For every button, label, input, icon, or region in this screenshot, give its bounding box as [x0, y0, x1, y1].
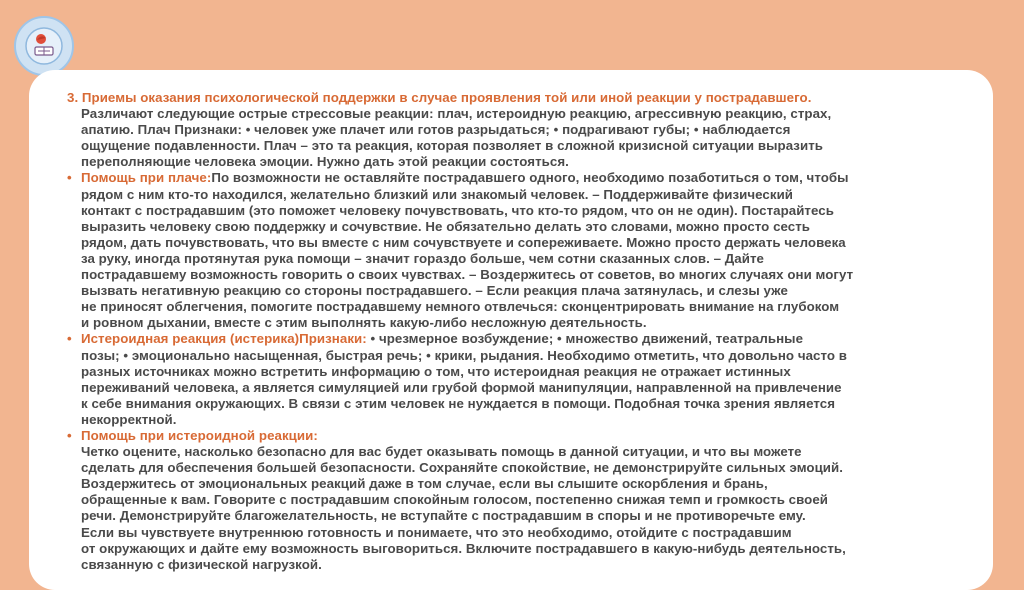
crying-help-line: выразить человеку свою поддержку и сочувствие. Не обязательно делать это словами, можно просто сесть [81, 218, 811, 234]
hysteria-line: переживаний человека, а является симуляцией или грубой формой манипуляции, направленной на привлечение [81, 379, 842, 395]
crying-help-line: за руку, иногда протянутая рука помощи – значит гораздо больше, чем сотни сказанных слов. – Дайте [81, 250, 764, 266]
content-text [67, 90, 969, 573]
hysteria-help-line: Четко оцените, насколько безопасно для вас будет оказывать помощь в данной ситуации, и что вы можете [81, 444, 802, 460]
bullet-marker: • [67, 170, 72, 186]
crying-help-title: Помощь при плаче: [81, 170, 212, 186]
hysteria-first-line: • чрезмерное возбуждение; • множество движений, театральные [366, 331, 804, 347]
crying-help-line: контакт с пострадавшим (это поможет человеку почувствовать, что кто-то рядом, что он не один). Постарайтесь [81, 202, 834, 218]
hysteria-help-line: от окружающих и дайте ему возможность выговориться. Включите пострадавшего в какую-нибудь деятельность, [81, 540, 846, 556]
hysteria-line: некорректной. [81, 411, 177, 427]
hysteria-help-line: обращенные к вам. Говорите с пострадавшим спокойным голосом, постепенно снижая темп и громкость своей [81, 492, 828, 508]
intro-paragraph [67, 106, 969, 170]
hysteria-help-line: речи. Демонстрируйте благожелательность, не вступайте с пострадавшим в споры и не противоречьте ему. [81, 508, 806, 524]
hysteria-help-line: Воздержитесь от эмоциональных реакций даже в том случае, если вы слышите оскорбления и брань, [81, 476, 768, 492]
crying-help-line: рядом с ним кто-то находился, желательно близкий или знакомый человек. – Поддерживайте физический [81, 186, 794, 202]
crying-help-line: пострадавшему возможность говорить о своих чувствах. – Воздержитесь от советов, во многих случаях они могут [81, 267, 854, 283]
crying-help-line: не приносят облегчения, помогите пострадавшему немного отвлечься: сконцентрировать внимание на глубоком [81, 299, 840, 315]
intro-line: Различают следующие острые стрессовые реакции: плач, истероидную реакцию, агрессивную реакцию, страх, [81, 106, 832, 122]
hysteria-line: позы; • эмоционально насыщенная, быстрая речь; • крики, рыдания. Необходимо отметить, что довольно часто в [81, 347, 848, 363]
crying-help-line: рядом, дать почувствовать, что вы вместе с ним сочувствуете и сопереживаете. Можно просто держать человека [81, 234, 846, 250]
logo [14, 16, 74, 76]
hysteria-title: Истероидная реакция (истерика)Признаки: [81, 331, 367, 347]
content-card [29, 70, 993, 590]
crying-help-block [67, 170, 969, 331]
bullet-marker: • [67, 427, 72, 443]
hysteria-line: к себе внимания окружающих. В связи с этим человек не нуждается в помощи. Подобная точка зрения является [81, 395, 836, 411]
hysteria-help-line: связанную с физической нагрузкой. [81, 556, 322, 572]
hysteria-block [67, 331, 969, 428]
hysteria-help-block [67, 428, 969, 573]
intro-line: ощущение подавленности. Плач – это та реакция, которая позволяет в сложной кризисной ситуации выразить [81, 138, 823, 154]
section-heading: 3. Приемы оказания психологической поддержки в случае проявления той или иной реакции у пострадавшего. [67, 90, 812, 105]
hysteria-help-title: Помощь при истероидной реакции: [81, 427, 318, 443]
crying-help-line: вызвать негативную реакцию со стороны пострадавшего. – Если реакция плача затянулась, и слезы уже [81, 283, 788, 299]
crying-help-line: и ровном дыхании, вместе с этим выполнять какую-либо несложную деятельность. [81, 315, 647, 331]
hysteria-line: разных источниках можно встретить информацию о том, что истероидная реакция не отражает истинных [81, 363, 791, 379]
crying-help-first-line: По возможности не оставляйте пострадавшего одного, необходимо позаботиться о том, чтобы [211, 170, 849, 186]
bullet-marker: • [67, 331, 72, 347]
hysteria-help-line: сделать для обеспечения большей безопасности. Сохраняйте спокойствие, не демонстрируйте сильных эмоций. [81, 460, 843, 476]
school-emblem-icon [24, 26, 64, 66]
intro-line: переполняющие человека эмоции. Нужно дать этой реакции состояться. [81, 154, 569, 170]
hysteria-help-line: Если вы чувствуете внутреннюю готовность и понимаете, что это необходимо, отойдите с пострадавшим [81, 524, 792, 540]
intro-line: апатию. Плач Признаки: • человек уже плачет или готов разрыдаться; • подрагивают губы; • наблюдается [81, 122, 791, 138]
